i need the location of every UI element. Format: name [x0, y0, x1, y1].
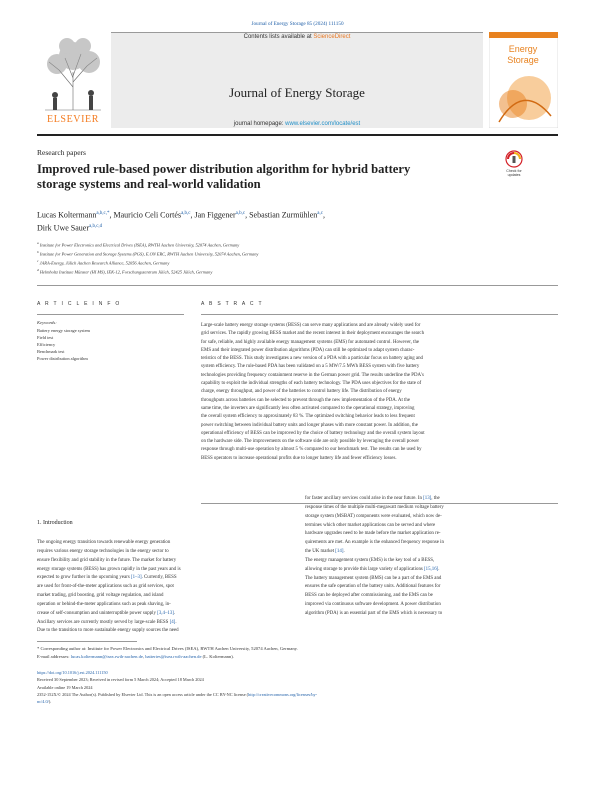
- body-line-text: improved via continuous software development. A power distribution: [305, 602, 441, 608]
- citation-link[interactable]: [14]: [335, 549, 344, 555]
- body-line: [305, 566, 558, 575]
- body-line-text: energy storage systems (BESS) has grown rapidly in the past years and is: [37, 566, 181, 572]
- body-line-text: BESS can be deployed after commissioning, and the EMS can be: [305, 593, 433, 599]
- body-line-text: Due to the transition to more sustainable energy supply sources the need: [37, 628, 179, 634]
- author-affiliation-marker[interactable]: a,b,c,*: [96, 211, 110, 216]
- body-line: [37, 619, 281, 628]
- body-line-text-after: .: [343, 549, 345, 555]
- body-right-column: [305, 495, 558, 619]
- abstract-line: capability to exploit the individual strengths of each battery technology. The PDA uses objectives for the state of: [201, 381, 422, 387]
- body-line: [305, 504, 558, 513]
- citation-link[interactable]: [4]: [169, 619, 176, 625]
- body-line-text: The battery management system (BMS) can be a part of the EMS and: [305, 575, 442, 581]
- body-line-text: storage system (MSBAT) components were evaluated, which now de-: [305, 513, 442, 519]
- body-line: [305, 513, 558, 522]
- email-note: [37, 654, 234, 659]
- body-line: [37, 583, 281, 592]
- masthead-rule: [37, 134, 558, 136]
- body-line: [37, 574, 281, 583]
- email-suffix: (L. Koltermann).: [202, 654, 234, 659]
- body-line-text: requires various energy storage technologies in the energy sector to: [37, 548, 169, 554]
- author-name[interactable]: Lucas Koltermann: [37, 210, 97, 220]
- body-line-text: the UK market: [305, 549, 336, 555]
- email-link[interactable]: batteries@isea.rwth-aachen.de: [145, 654, 202, 659]
- author-affiliation-marker[interactable]: a,c: [317, 211, 323, 216]
- check-updates-line1: Check for: [506, 169, 522, 173]
- author-name[interactable]: Sebastian Zurmühlen: [249, 210, 318, 220]
- author-affiliation-marker[interactable]: a,b,c,d: [88, 223, 103, 229]
- body-line: [305, 592, 558, 601]
- body-line-text-after: .: [438, 566, 440, 572]
- affiliation-text: Helmholtz Institute Münster (HI MS), IEK-12, Forschungszentrum Jülich, 52425 Jülich, Germany: [39, 269, 213, 275]
- body-line-text: for faster ancillary services could arise in the near future. In: [305, 496, 424, 501]
- email-prefix: E-mail addresses:: [37, 654, 70, 659]
- body-line: [305, 601, 558, 610]
- abstract-line: for safe, reliable, and highly available energy management systems (EMS) for automated control. However, the: [201, 339, 420, 345]
- keyword[interactable]: Field test: [37, 335, 54, 340]
- license-link-continued[interactable]: nc/4.0/: [37, 699, 49, 704]
- license-line-2: [37, 699, 51, 704]
- body-line: [305, 583, 558, 592]
- journal-cover-icon[interactable]: [489, 32, 558, 128]
- journal-title: Journal of Energy Storage: [229, 85, 365, 100]
- doi-line: [37, 670, 108, 675]
- body-line-text: operation or behind-the-meter applications such as peak shaving, in-: [37, 601, 171, 607]
- email-link[interactable]: lucas.koltermann@isea.rwth-aachen.de: [70, 654, 143, 659]
- body-line-text: The ongoing energy transition towards renewable energy generation: [37, 540, 171, 545]
- affiliation: [37, 250, 558, 256]
- affiliation: [37, 259, 558, 265]
- body-line-text: expected to grow further in the upcoming years: [37, 575, 131, 581]
- cover-title-line1: Energy: [508, 44, 538, 54]
- affiliation-text: Institute for Power Generation and Storage Systems (PGS), E.ON ERC, RWTH Aachen University, 52074 Aachen, Germany: [39, 251, 259, 257]
- body-line-text-after: , the: [431, 496, 440, 501]
- body-line-text: crease of self-consumption and uninterruptible power supply: [37, 610, 158, 616]
- abstract-line: Large-scale battery energy storage systems (BESS) can serve many applications and are already widely used for: [201, 323, 421, 328]
- citation-link[interactable]: [13]: [423, 496, 432, 501]
- keyword[interactable]: Benchmark test: [37, 349, 65, 354]
- keyword[interactable]: Battery energy storage system: [37, 328, 90, 333]
- body-line-text: algorithm (PDA) is an essential part of the EMS which is necessary to: [305, 610, 443, 616]
- abstract-line: operational efficiency of BESS can be improved by the choice of battery technology and the overall system layout: [201, 430, 425, 436]
- body-line-text: Ancillary services are currently mostly served by large-scale BESS: [37, 619, 170, 625]
- abstract-heading: A B S T R A C T: [201, 301, 264, 307]
- author-affiliation-marker[interactable]: a,b,c: [181, 211, 191, 216]
- body-line: [37, 601, 281, 610]
- affiliation-marker: b: [37, 250, 39, 254]
- body-line: [305, 539, 558, 548]
- received-line: Received 30 September 2023; Received in revised form 5 March 2024; Accepted 18 March 2024: [37, 677, 204, 682]
- body-line: [305, 557, 558, 566]
- author-name[interactable]: Jan Figgener: [194, 210, 236, 220]
- abstract-line: on the hardware side. The improvements on the software side are only possible by leveraging the overall power: [201, 439, 420, 445]
- available-online-line: Available online 19 March 2024: [37, 685, 93, 690]
- author-name[interactable]: Mauricio Celi Cortés: [113, 210, 182, 220]
- body-line: [37, 566, 281, 575]
- body-line: [37, 592, 281, 601]
- abstract-line: EMS and their integrated power distribution algorithms (PDA) can still be optimized to adapt system charac-: [201, 347, 415, 353]
- body-line-text: allowing storage to provide this large variety of applications: [305, 566, 425, 572]
- body-line-text: quirements are met. An example is the enhanced frequency response in: [305, 540, 444, 546]
- article-info-rule: [37, 314, 184, 315]
- authors-line-2: [37, 221, 507, 234]
- corresponding-author-note: * Corresponding author at: Institute for Power Electronics and Electrical Drives (ISEA), RWTH Aachen University, 52074 Aachen, Germany.: [37, 646, 298, 651]
- body-line-text: ensure flexibility and grid stability in the future. The market for battery: [37, 557, 177, 563]
- body-line: [37, 610, 281, 619]
- body-left-column: [37, 539, 281, 636]
- abstract-line: teristics of the BESS. This study investigates a new version of a PDA with a particular focus on battery aging and: [201, 356, 423, 362]
- masthead: [37, 30, 558, 134]
- abstract-line: same time, the inverters are significantly less often activated compared to the operational strategy, improving: [201, 405, 415, 411]
- body-line: [305, 610, 558, 619]
- body-line: [37, 548, 281, 557]
- author-affiliation-marker[interactable]: a,b,c: [235, 211, 246, 216]
- affiliation-marker: a: [37, 241, 39, 245]
- abstract-line: the overall system efficiency to approximately 83 %. The optimized switching behavior leads to less frequent: [201, 414, 415, 420]
- journal-homepage-link[interactable]: www.elsevier.com/locate/est: [285, 121, 361, 127]
- check-for-updates-icon[interactable]: [502, 150, 526, 178]
- affiliation-marker: d: [37, 268, 39, 272]
- abstract-rule: [201, 314, 558, 315]
- email-separator: ,: [142, 654, 145, 659]
- affiliation-text: JARA-Energy, Jülich Aachen Research Alliance, 52056 Aachen, Germany: [39, 260, 170, 266]
- abstract-line: system efficiency. The rule-based PDA has been validated on a 5 MW/7.5 MWh BESS system with five battery: [201, 364, 420, 370]
- body-line-text: termines which other market applications can be served and where: [305, 522, 436, 528]
- abstract-line: technologies providing frequency containment reserve in the German power grid. The results underline the PDA's: [201, 372, 424, 378]
- keyword[interactable]: Efficiency: [37, 342, 56, 347]
- license-line: [37, 692, 317, 697]
- body-line: [305, 495, 558, 504]
- author-name[interactable]: Dirk Uwe Sauer: [37, 223, 89, 233]
- contents-line: [111, 34, 483, 40]
- body-line-text-after: .: [173, 610, 176, 616]
- affiliation-text: Institute for Power Electronics and Electrical Drives (ISEA), RWTH Aachen University, 52074 Aachen, Germany: [39, 242, 240, 248]
- body-line-text: market trading, grid boosting, grid voltage regulation, and island: [37, 593, 164, 599]
- elsevier-wordmark[interactable]: ELSEVIER: [46, 114, 100, 125]
- author-list: [37, 208, 507, 233]
- sciencedirect-link[interactable]: ScienceDirect: [313, 34, 351, 40]
- body-line: [37, 539, 281, 548]
- abstract-line: power switching between individual battery units and longer phases with more constant power. In addition, the: [201, 422, 418, 428]
- check-updates-line2: updates: [507, 173, 521, 177]
- citation-link[interactable]: [15,16]: [424, 566, 439, 572]
- footnote-rule: [37, 641, 137, 642]
- homepage-prefix: journal homepage:: [233, 121, 284, 127]
- abstract-line: grid services. The rapidly growing BESS market and the recent interest in their deployment encourages the search: [201, 331, 425, 337]
- introduction-heading: 1. Introduction: [37, 520, 73, 526]
- body-line-text: response times of the multiple multi-megawatt medium voltage battery: [305, 504, 444, 510]
- body-line: [305, 522, 558, 531]
- contents-prefix: Contents lists available at: [243, 34, 312, 40]
- license-link[interactable]: http://creativecommons.org/licenses/by-: [248, 692, 318, 697]
- license-text: 2352-152X/© 2024 The Author(s). Published by Elsevier Ltd. This is an open access article under the CC BY-NC license (: [37, 692, 249, 697]
- doi-link[interactable]: https://doi.org/10.1016/j.est.2024.111150: [37, 670, 108, 675]
- affiliation: [37, 241, 558, 247]
- body-line: [305, 548, 558, 557]
- keywords-title: Keywords:: [37, 320, 57, 325]
- citation-link[interactable]: [3,4–13]: [157, 610, 174, 616]
- body-line-text-after: .: [175, 619, 177, 625]
- authors-line-1: Lucas Koltermann$^{a,b,c,*}$, Mauricio Celi Cortés$^{a,b,c}$, Jan Figgener$^{a,b,c}$, Sebastian Zurmühlen$^{a,c}$,: [37, 210, 325, 220]
- body-line-text: are used for front-of-the-meter applications such as grid services, spot: [37, 584, 174, 590]
- affiliation: [37, 268, 558, 274]
- body-line-text-after: . Currently, BESS: [141, 575, 177, 581]
- body-line-text: The energy management system (EMS) is the key tool of a BESS,: [305, 557, 435, 563]
- masthead-panel: [111, 32, 483, 128]
- affiliation-marker: c: [37, 259, 39, 263]
- body-line-text: hardware upgrades need to be made before the market application re-: [305, 531, 441, 537]
- abstract-line: response through multi-use operation by almost 5 % compared to our benchmark test. The results can be used by: [201, 447, 422, 453]
- section-label: Research papers: [37, 148, 86, 157]
- citation-link[interactable]: [1–3]: [130, 575, 142, 581]
- body-line: [37, 627, 281, 636]
- title-line-1: Improved rule-based power distribution algorithm for hybrid battery: [37, 162, 411, 176]
- license-end: ).: [48, 699, 52, 704]
- affiliation-rule: [37, 285, 558, 286]
- abstract-text: [201, 322, 558, 463]
- title-line-2: storage systems and real-world validation: [37, 177, 261, 191]
- homepage-line: [111, 121, 483, 127]
- journal-reference[interactable]: Journal of Energy Storage 85 (2024) 111150: [251, 21, 344, 27]
- abstract-line: charge, energy throughput, and power of the batteries to control battery life. The distribution of energy: [201, 389, 402, 395]
- body-line-text: ensures the safe operation of the battery units. Additional features for: [305, 584, 441, 590]
- article-title: [37, 162, 492, 192]
- abstract-line: throughputs across batteries can be selected to prevent through the new implementation of the PDA. At the: [201, 397, 411, 403]
- body-line: [305, 530, 558, 539]
- article-info-heading: A R T I C L E I N F O: [37, 301, 122, 307]
- keyword[interactable]: Power distribution algorithm: [37, 356, 88, 361]
- body-line: [37, 557, 281, 566]
- body-line: [305, 575, 558, 584]
- abstract-line: BESS operators to increase operational profits due to longer battery life and fewer efficiency losses.: [201, 455, 397, 461]
- cover-title-line2: Storage: [507, 55, 539, 65]
